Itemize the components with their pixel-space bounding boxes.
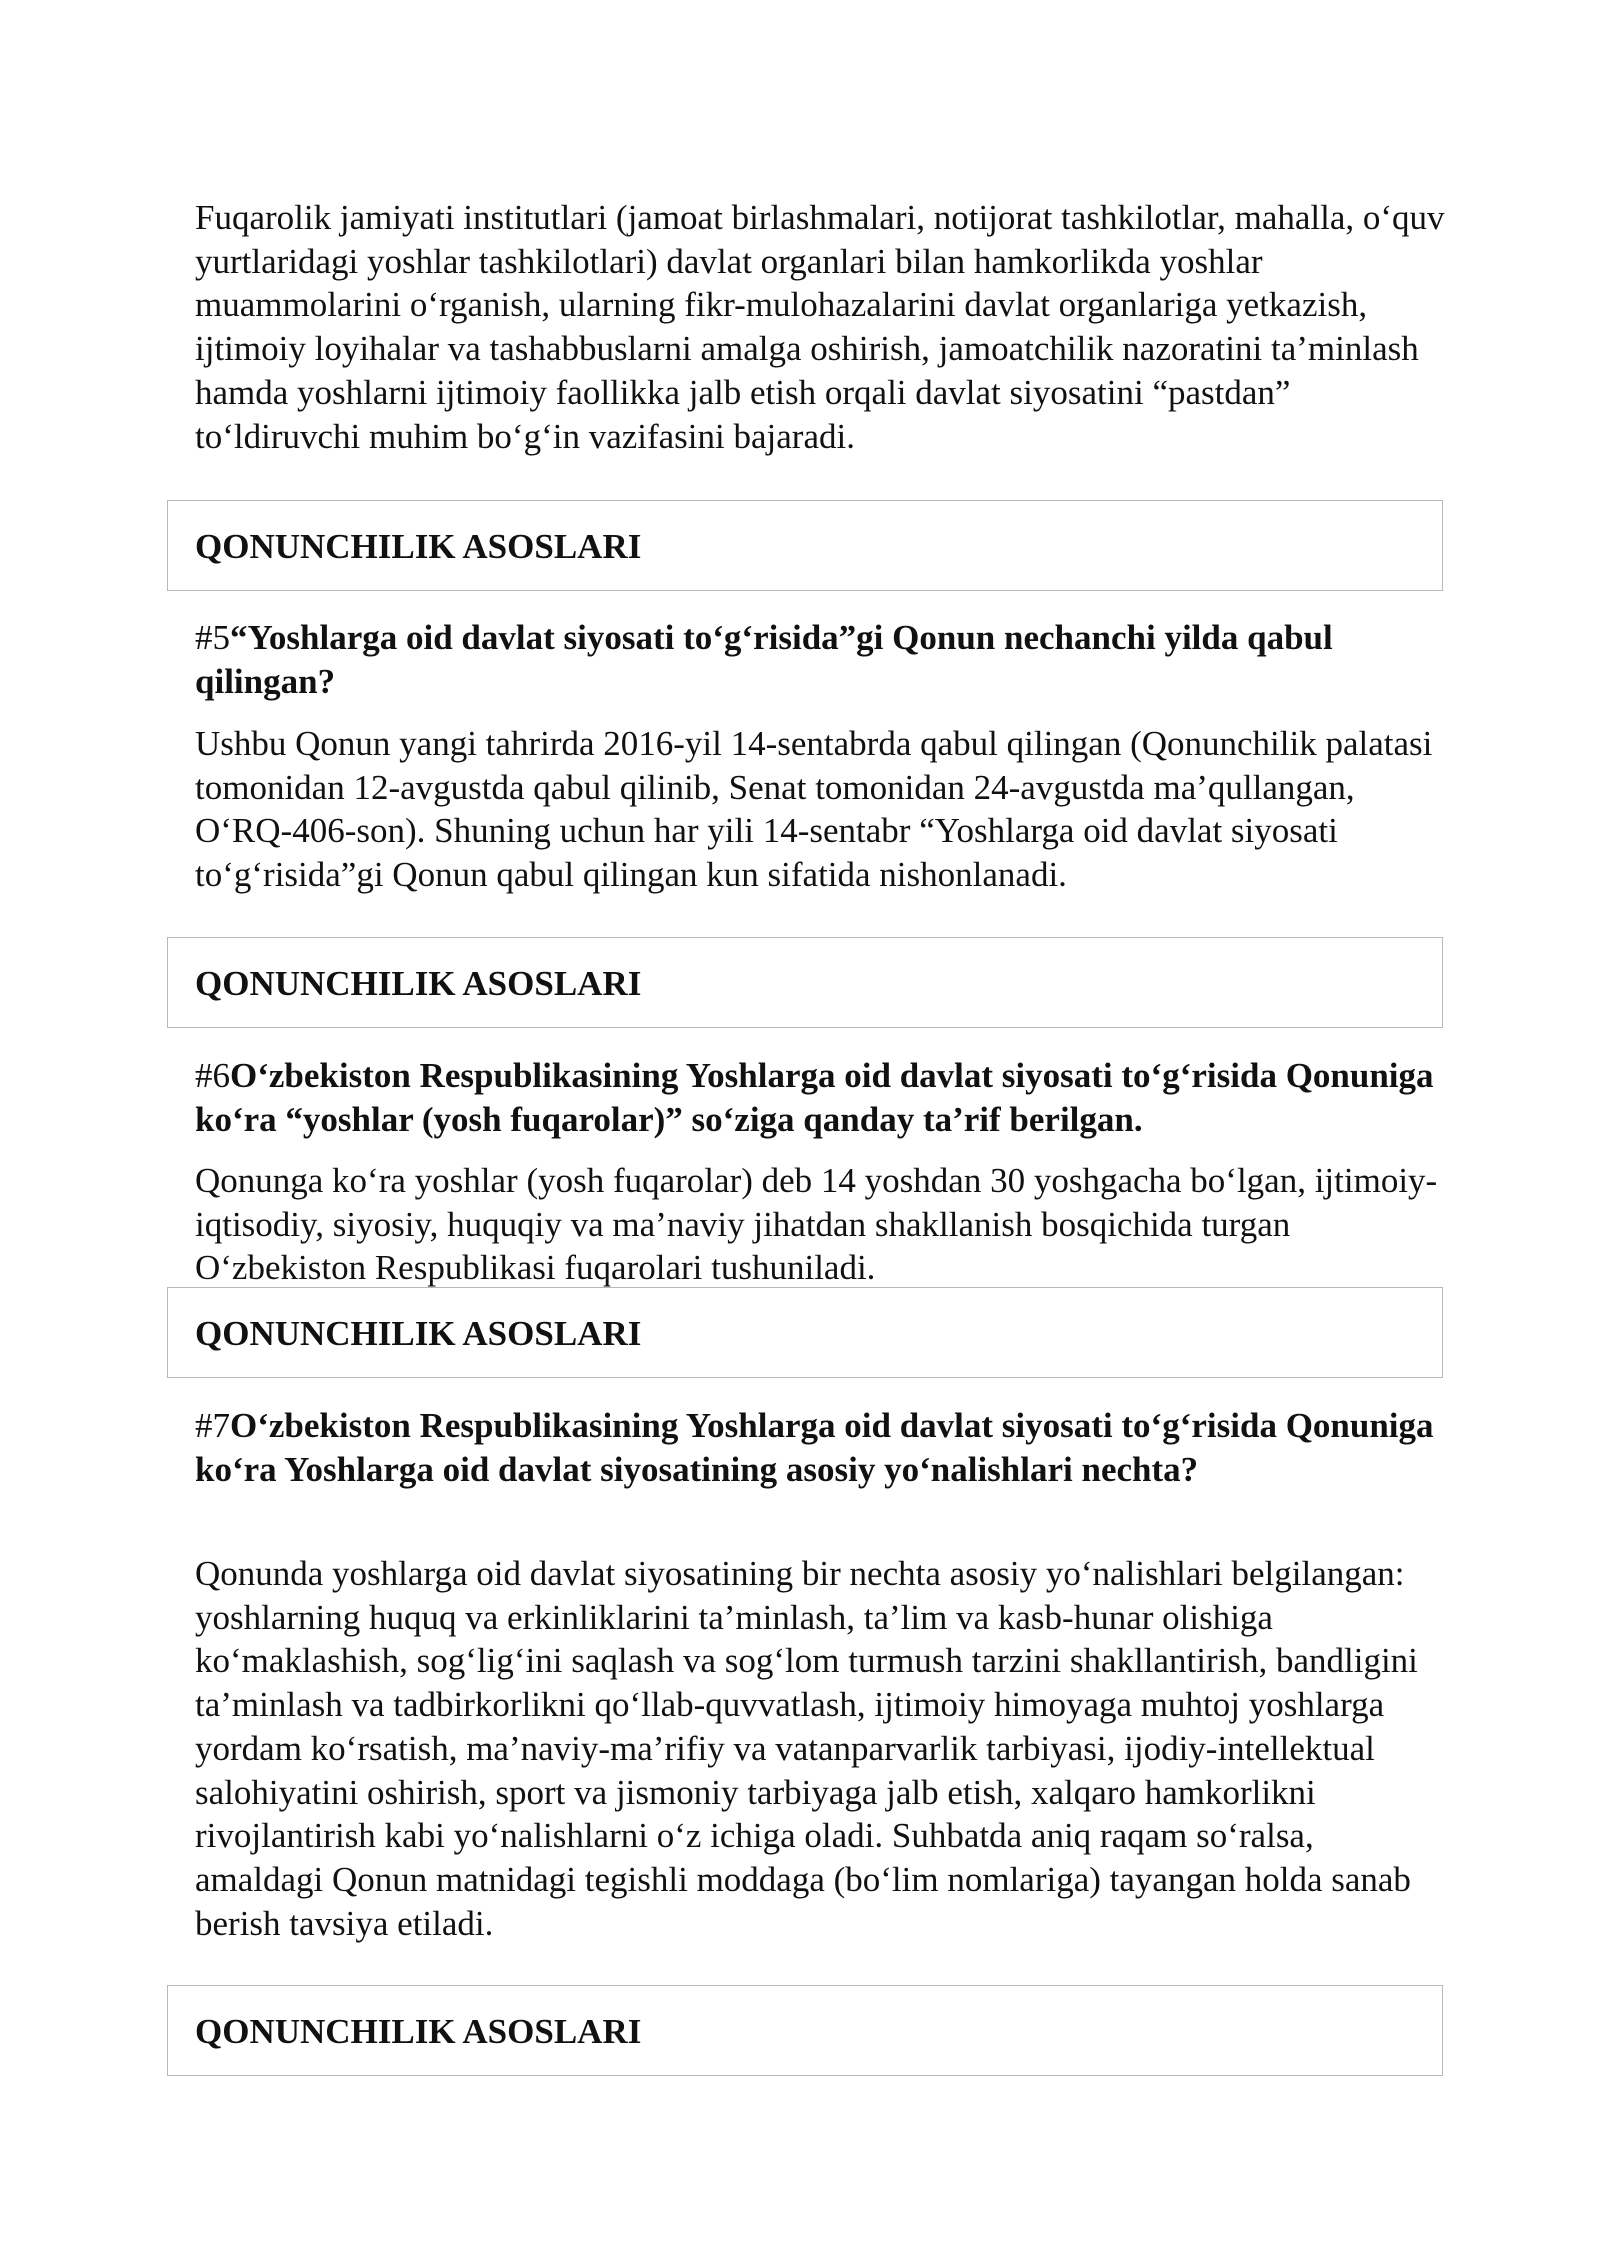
intro-paragraph: Fuqarolik jamiyati institutlari (jamoat birlashmalari, notijorat tashkilotlar, mahalla, o‘quv yurtlaridagi yoshlar tashkilotlari) davlat organlari bilan hamkorlikda yoshlar muammolarini o‘rganish, ularning fikr-mulohazalarini davlat organlariga yetkazish, ijtimoiy loyihalar va tashabbuslarni amalga oshirish, jamoatchilik nazoratini ta’minlash hamda yoshlarni ijtimoiy faollikka jalb etish orqali davlat siyosatini “pastdan” to‘ldiruvchi muhim bo‘g‘in vazifasini bajaradi. [195, 198, 1445, 456]
section-header-label: QONUNCHILIK ASOSLARI [195, 2012, 642, 2051]
answer-paragraph: Qonunga ko‘ra yoshlar (yosh fuqarolar) deb 14 yoshdan 30 yoshgacha bo‘lgan, ijtimoiy-iqtisodiy, siyosiy, huquqiy va ma’naviy jihatdan shakllanish bosqichida turgan O‘zbekiston Respublikasi fuqarolari tushuniladi. [195, 1161, 1438, 1288]
section-header-label: QONUNCHILIK ASOSLARI [195, 964, 642, 1003]
section-header-label: QONUNCHILIK ASOSLARI [195, 1314, 642, 1353]
question-number: #6 [195, 1056, 230, 1095]
question-heading [195, 1404, 1445, 1491]
answer-paragraph: Ushbu Qonun yangi tahrirda 2016-yil 14-sentabrda qabul qilingan (Qonunchilik palatasi tomonidan 12-avgustda qabul qilinib, Senat tomonidan 24-avgustda ma’qullangan, O‘RQ-406-son). Shuning uchun har yili 14-sentabr “Yoshlarga oid davlat siyosati to‘g‘risida”gi Qonun qabul qilingan kun sifatida nishonlanadi. [195, 724, 1433, 895]
question-number: #7 [195, 1406, 230, 1445]
answer-paragraph: Qonunda yoshlarga oid davlat siyosatining bir nechta asosiy yo‘nalishlari belgilangan: yoshlarning huquq va erkinliklarini ta’minlash, ta’lim va kasb-hunar olishiga ko‘maklashish, sog‘lig‘ini saqlash va sog‘lom turmush tarzini shakllantirish, bandligini ta’minlash va tadbirkorlikni qo‘llab-quvvatlash, ijtimoiy himoyaga muhtoj yoshlarga yordam ko‘rsatish, ma’naviy-ma’rifiy va vatanparvarlik tarbiyasi, ijodiy-intellektual salohiyatini oshirish, sport va jismoniy tarbiyaga jalb etish, xalqaro hamkorlikni rivojlantirish kabi yo‘nalishlarni o‘z ichiga oladi. Suhbatda aniq raqam so‘ralsa, amaldagi Qonun matnidagi tegishli moddaga (bo‘lim nomlariga) tayangan holda sanab berish tavsiya etiladi. [195, 1554, 1418, 1943]
section-header-box [167, 937, 1443, 1028]
question-heading [195, 1054, 1445, 1141]
section-header-box [167, 1985, 1443, 2076]
question-number: #5 [195, 618, 230, 657]
question-title: O‘zbekiston Respublikasining Yoshlarga oid davlat siyosati to‘g‘risida Qonuniga ko‘ra “yoshlar (yosh fuqarolar)” so‘ziga qanday ta’rif berilgan. [195, 1056, 1434, 1139]
question-title: O‘zbekiston Respublikasining Yoshlarga oid davlat siyosati to‘g‘risida Qonuniga ko‘ra Yoshlarga oid davlat siyosatining asosiy yo‘nalishlari nechta? [195, 1406, 1434, 1489]
section-header-label: QONUNCHILIK ASOSLARI [195, 527, 642, 566]
section-header-box [167, 500, 1443, 591]
section-header-box [167, 1287, 1443, 1378]
question-title: “Yoshlarga oid davlat siyosati to‘g‘risida”gi Qonun nechanchi yilda qabul qilingan? [195, 618, 1333, 701]
question-heading [195, 616, 1445, 703]
